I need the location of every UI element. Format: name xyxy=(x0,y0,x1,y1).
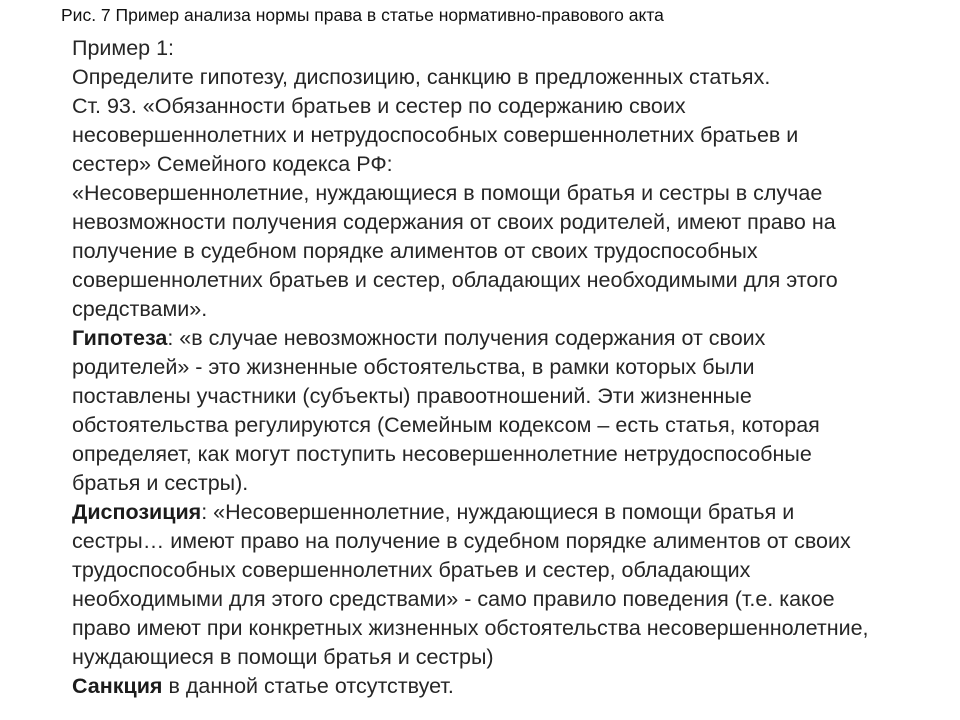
sanction-label: Санкция xyxy=(72,674,163,698)
hypothesis-line: обстоятельства регулируются (Семейным кодексом – есть статья, которая xyxy=(72,413,820,437)
hypothesis-line: поставлены участники (субъекты) правоотношений. Эти жизненные xyxy=(72,384,752,408)
slide-body xyxy=(36,34,936,701)
article-quote-line: получение в судебном порядке алиментов от своих трудоспособных xyxy=(72,239,758,263)
hypothesis-label: Гипотеза xyxy=(72,326,168,350)
disposition-line: нуждающиеся в помощи братья и сестры) xyxy=(72,645,494,669)
disposition-line: сестры… имеют право на получение в судебном порядке алиментов от своих xyxy=(72,529,851,553)
disposition-label: Диспозиция xyxy=(72,500,202,524)
disposition-line: необходимыми для этого средствами» - само правило поведения (т.е. какое xyxy=(72,587,835,611)
article-quote-line: невозможности получения содержания от своих родителей, имеют право на xyxy=(72,210,836,234)
hypothesis-line: родителей» - это жизненные обстоятельства, в рамки которых были xyxy=(72,355,755,379)
article-title-line: сестер» Семейного кодекса РФ: xyxy=(72,152,393,176)
hypothesis-line: определяет, как могут поступить несовершеннолетние нетрудоспособные xyxy=(72,442,812,466)
article-title-line: несовершеннолетних и нетрудоспособных совершеннолетних братьев и xyxy=(72,123,799,147)
hypothesis-line: братья и сестры). xyxy=(72,471,249,495)
article-quote xyxy=(36,179,936,324)
hypothesis-paragraph: Гипотеза: «в случае невозможности получения содержания от своих родителей» - это жизненные обстоятельства, в рамки которых были поставлены участники (субъекты) правоотношений. Эти жизненные обстоятельства регулируются (Семейным кодексом – есть статья, которая определяет, как могут поступить несовершеннолетние нетрудоспособные братья и сестры). xyxy=(36,324,936,498)
article-quote-line: средствами». xyxy=(72,297,208,321)
disposition-paragraph: Диспозиция: «Несовершеннолетние, нуждающиеся в помощи братья и сестры… имеют право на получение в судебном порядке алиментов от своих трудоспособных совершеннолетних братьев и сестер, обладающих необходимыми для этого средствами» - само правило поведения (т.е. какое право имеют при конкретных жизненных обстоятельства несовершеннолетние, нуждающиеся в помощи братья и сестры) xyxy=(36,498,936,672)
sanction-paragraph: Санкция в данной статье отсутствует. xyxy=(72,674,454,698)
article-quote-line: совершеннолетних братьев и сестер, обладающих необходимыми для этого xyxy=(72,268,838,292)
article-title-line: Ст. 93. «Обязанности братьев и сестер по содержанию своих xyxy=(72,94,686,118)
article-quote-line: «Несовершеннолетние, нуждающиеся в помощи братья и сестры в случае xyxy=(72,181,823,205)
figure-caption: Рис. 7 Пример анализа нормы права в статье нормативно-правового акта xyxy=(61,5,664,25)
task-text: Определите гипотезу, диспозицию, санкцию в предложенных статьях. xyxy=(72,65,771,89)
article-title xyxy=(36,92,936,179)
example-title: Пример 1: xyxy=(72,36,175,60)
disposition-line: трудоспособных совершеннолетних братьев и сестер, обладающих xyxy=(72,558,751,582)
disposition-line: право имеют при конкретных жизненных обстоятельства несовершеннолетние, xyxy=(72,616,869,640)
